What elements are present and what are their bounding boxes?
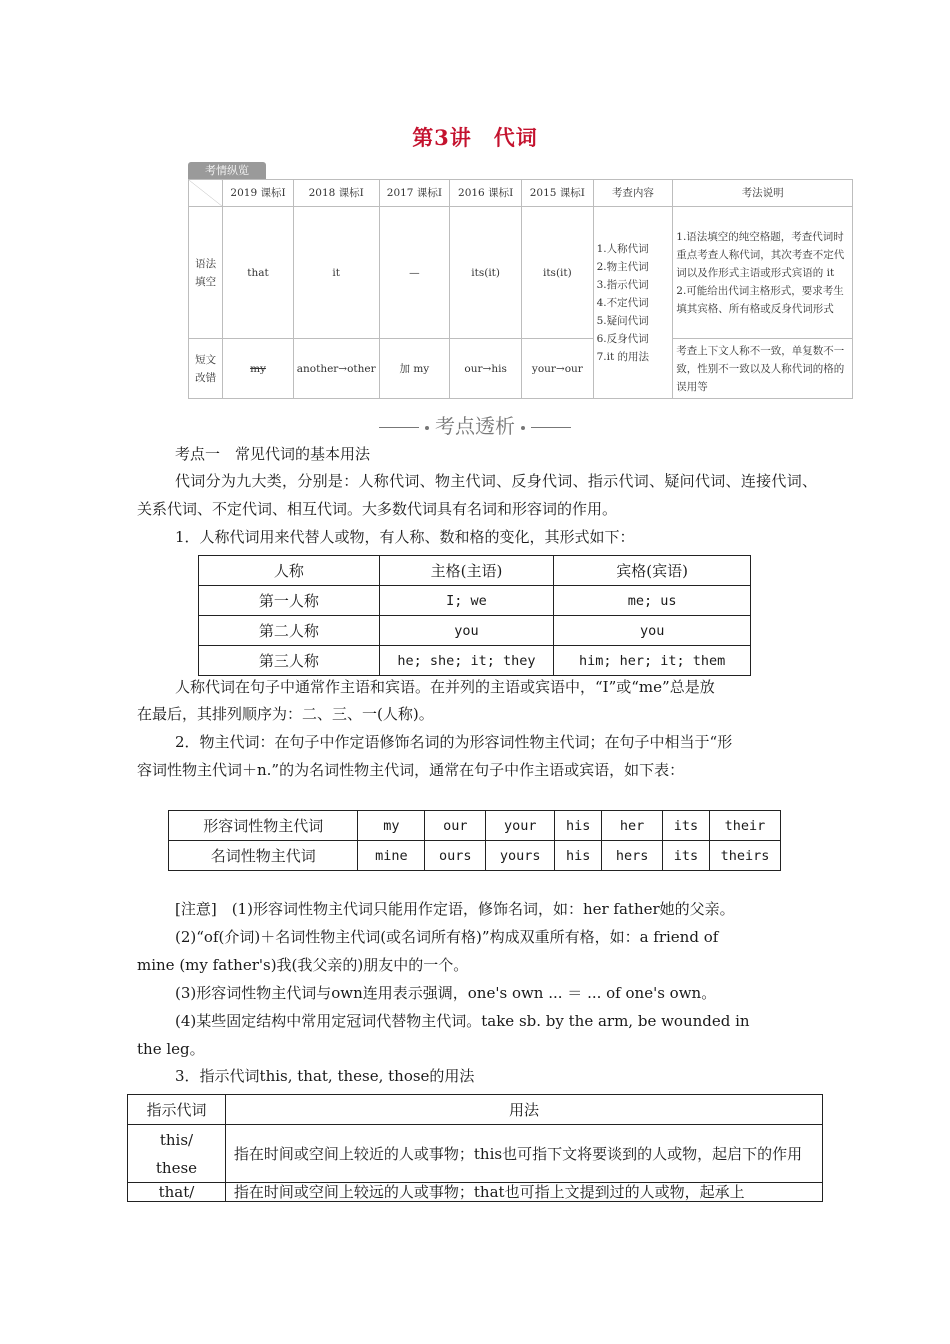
note-line: the leg。 [137, 1040, 205, 1058]
header-cell: 用法 [225, 1095, 822, 1125]
table-cell: 第三人称 [199, 646, 380, 676]
section-divider [0, 410, 950, 439]
table-cell: its [663, 841, 710, 871]
overview-tag: 考情纵览 [188, 162, 266, 179]
table-cell: this/ these [128, 1125, 226, 1183]
table-cell: ours [425, 841, 486, 871]
note-line: (4)某些固定结构中常用定冠词代替物主代词。take sb. by the arm, be wounded in [175, 1012, 750, 1030]
header-cell: 2017 课标Ⅰ [379, 180, 449, 207]
table-cell: 名词性物主代词 [169, 841, 358, 871]
table-cell: 指在时间或空间上较远的人或事物；that也可指上文提到过的人或物，起承上 [225, 1183, 822, 1202]
header-cell: 2018 课标Ⅰ [293, 180, 379, 207]
paragraph-line: 在最后，其排列顺序为：二、三、一(人称)。 [137, 705, 434, 723]
content-item: 6.反身代词 [596, 332, 649, 345]
table-cell: my [358, 811, 425, 841]
personal-pronoun-table [198, 555, 751, 676]
table-cell: that [223, 207, 293, 339]
table-cell: his [555, 811, 602, 841]
point-3: 3．指示代词this, that, these, those的用法 [175, 1067, 475, 1085]
table-cell: 加 my [379, 339, 449, 399]
exam-overview-table [188, 162, 853, 397]
table-row [199, 586, 751, 616]
table-header-row [128, 1095, 823, 1125]
paragraph-line: 人称代词在句子中通常作主语和宾语。在并列的主语或宾语中，“I”或“me”总是放 [175, 678, 715, 696]
table-cell: that/ [128, 1183, 226, 1202]
table-cell: their [709, 811, 780, 841]
header-cell: 指示代词 [128, 1095, 226, 1125]
table-row [128, 1125, 823, 1183]
table-cell: theirs [709, 841, 780, 871]
table-row [199, 646, 751, 676]
divider-line [379, 427, 419, 428]
point-1: 1．人称代词用来代替人或物，有人称、数和格的变化，其形式如下： [175, 528, 635, 546]
table-cell: our→his [450, 339, 522, 399]
header-cell: 宾格(宾语) [554, 556, 751, 586]
note-line: (2)“of(介词)＋名词性物主代词(或名词所有格)”构成双重所有格，如：a friend of [175, 928, 719, 946]
overview-row-correction [189, 339, 853, 399]
content-item: 7.it 的用法 [596, 350, 650, 363]
table-cell: 形容词性物主代词 [169, 811, 358, 841]
section-heading: 考点一 常见代词的基本用法 [175, 445, 371, 463]
table-cell: me; us [554, 586, 751, 616]
table-cell: 第二人称 [199, 616, 380, 646]
content-item: 1.人称代词 [596, 242, 649, 255]
table-cell: — [379, 207, 449, 339]
table-cell: him; her; it; them [554, 646, 751, 676]
content-item: 5.疑问代词 [596, 314, 649, 327]
note-line: (3)形容词性物主代词与own连用表示强调，one's own ... ＝ ... of one's own。 [175, 984, 717, 1002]
header-cell: 考查内容 [593, 180, 673, 207]
possessive-pronoun-table [168, 810, 781, 871]
table-cell: you [379, 616, 554, 646]
content-item: 2.物主代词 [596, 260, 649, 273]
table-cell: your→our [522, 339, 593, 399]
divider-dot [521, 426, 525, 430]
table-cell: 第一人称 [199, 586, 380, 616]
table-cell: its(it) [450, 207, 522, 339]
paragraph-line: 2．物主代词：在句子中作定语修饰名词的为形容词性物主代词；在句子中相当于“形 [175, 733, 733, 751]
divider-dot [425, 426, 429, 430]
table-cell: its(it) [522, 207, 593, 339]
table-row [199, 616, 751, 646]
header-cell: 2016 课标Ⅰ [450, 180, 522, 207]
note-cell: 1.语法填空的纯空格题，考查代词时重点考查人称代词，其次考查不定代词以及作形式主语或形式宾语的 it 2.可能给出代词主格形式，要求考生填其宾格、所有格或反身代词形式 [673, 207, 853, 339]
table-cell: its [663, 811, 710, 841]
corner-cell [189, 180, 223, 207]
header-cell: 2015 课标Ⅰ [522, 180, 593, 207]
header-cell: 主格(主语) [379, 556, 554, 586]
intro-paragraph: 代词分为九大类，分别是：人称代词、物主代词、反身代词、指示代词、疑问代词、连接代词、关系代词、不定代词、相互代词。大多数代词具有名词和形容词的作用。 [137, 472, 817, 518]
table-header-row [199, 556, 751, 586]
table-cell: you [554, 616, 751, 646]
content-list-cell [593, 207, 673, 399]
paragraph-line: 容词性物主代词＋n.”的为名词性物主代词，通常在句子中作主语或宾语，如下表： [137, 761, 685, 779]
header-cell: 2019 课标Ⅰ [223, 180, 293, 207]
table-cell: your [486, 811, 555, 841]
page-title: 第3讲 代词 [412, 125, 538, 150]
table-cell: I; we [379, 586, 554, 616]
note-cell: 考查上下文人称不一致，单复数不一致，性别不一致以及人称代词的格的误用等 [673, 339, 853, 399]
divider-label: 考点透析 [435, 414, 515, 438]
header-cell: 考法说明 [673, 180, 853, 207]
table-cell: 指在时间或空间上较近的人或事物；this也可指下文将要谈到的人或物，起启下的作用 [225, 1125, 822, 1183]
header-cell: 人称 [199, 556, 380, 586]
table-cell: my [223, 339, 293, 399]
note-line: [注意] (1)形容词性物主代词只能用作定语，修饰名词，如：her father她的父亲。 [175, 900, 735, 918]
table-row [128, 1183, 823, 1202]
table-cell: his [555, 841, 602, 871]
content-item: 4.不定代词 [596, 296, 649, 309]
table-cell: mine [358, 841, 425, 871]
table-cell: it [293, 207, 379, 339]
note-line: mine (my father's)我(我父亲的)朋友中的一个。 [137, 956, 469, 974]
table-cell: another→other [293, 339, 379, 399]
row-label: 短文改错 [189, 339, 223, 399]
table-row [169, 841, 781, 871]
table-row [169, 811, 781, 841]
divider-line [531, 427, 571, 428]
overview-row-grammar [189, 207, 853, 339]
overview-header-row [189, 180, 853, 207]
demonstrative-pronoun-table [127, 1094, 823, 1202]
table-cell: he; she; it; they [379, 646, 554, 676]
table-cell: our [425, 811, 486, 841]
table-cell: yours [486, 841, 555, 871]
content-item: 3.指示代词 [596, 278, 649, 291]
row-label: 语法填空 [189, 207, 223, 339]
table-cell: hers [602, 841, 663, 871]
table-cell: her [602, 811, 663, 841]
